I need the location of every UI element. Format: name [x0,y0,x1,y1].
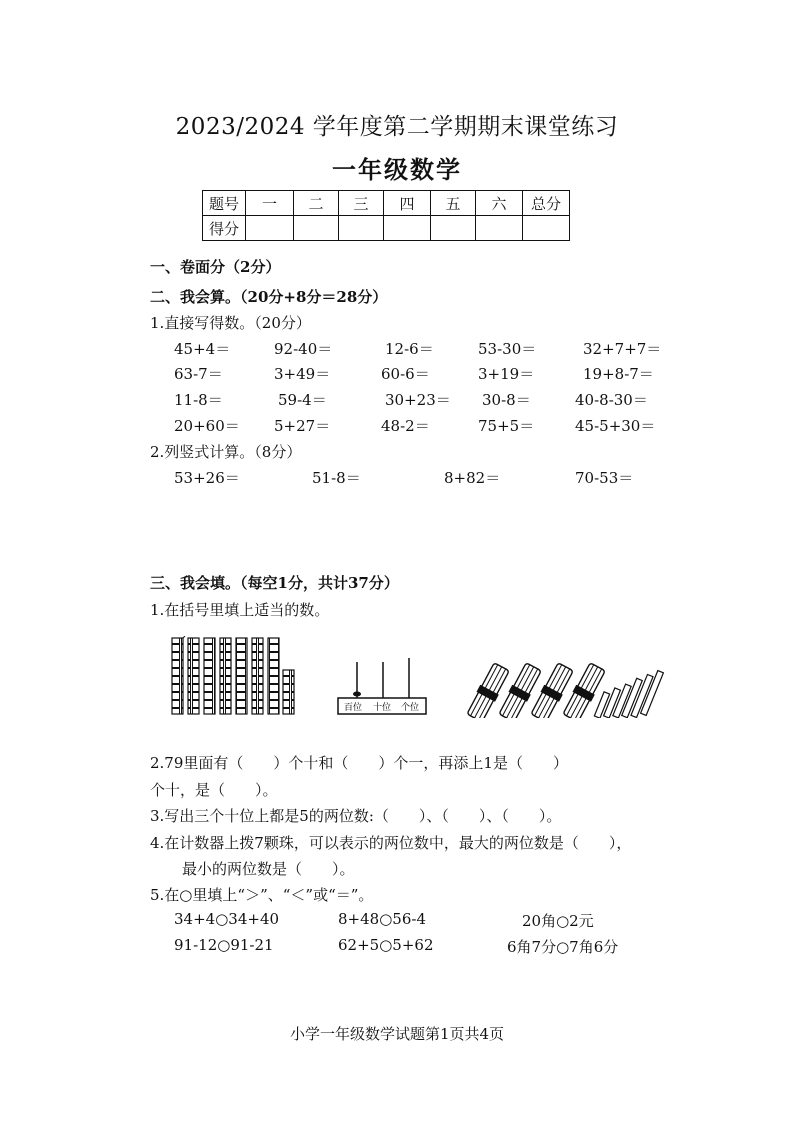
score-input-cell[interactable] [384,216,431,241]
score-table-header-row [203,191,570,216]
vertical-calc-item: 53+26＝ [174,469,240,487]
score-cell: 六 [476,191,523,216]
section1-heading: 一、卷面分（2分） [150,258,281,276]
cube-column [236,638,247,714]
cube-column [204,638,215,714]
q1-text: 1.在括号里填上适当的数。 [150,601,330,619]
calc-item: 75+5＝ [478,417,535,435]
score-cell: 二 [294,191,339,216]
score-input-cell[interactable] [523,216,570,241]
calc-item: 60-6＝ [381,365,430,383]
calc-item: 3+19＝ [478,365,535,383]
stick-bundles-figure [463,654,673,718]
calc-item: 30+23＝ [385,391,451,409]
compare-item: 20角○2元 [522,912,594,930]
section2-heading: 二、我会算。（20分+8分＝28分） [150,288,388,306]
calc-item: 48-2＝ [381,417,430,435]
calc-item: 45+4＝ [174,340,231,358]
abacus-label: 百位 [343,703,363,713]
calc-item: 30-8＝ [482,391,531,409]
cube-column [252,638,263,714]
calc-item: 5+27＝ [274,417,331,435]
cube-column [172,636,185,714]
calc-item: 40-8-30＝ [575,391,648,409]
score-input-cell[interactable] [246,216,294,241]
q2-line1: 2.79里面有（ ）个十和（ ）个一，再添上1是（ ） [150,754,568,772]
abacus-label: 个位 [400,703,420,713]
score-table-score-row [203,216,570,241]
compare-item: 8+48○56-4 [338,910,426,928]
calc-item: 20+60＝ [174,417,240,435]
compare-item: 34+4○34+40 [174,910,280,928]
abacus-figure [335,654,430,718]
score-input-cell[interactable] [476,216,523,241]
page-footer: 小学一年级数学试题第1页共4页 [289,1025,505,1043]
abacus-bead [353,692,361,697]
score-input-cell[interactable] [294,216,339,241]
calc-item: 92-40＝ [274,340,333,358]
score-cell: 题号 [203,191,246,216]
score-cell: 五 [431,191,476,216]
loose-sticks [594,671,663,718]
score-input-cell[interactable] [431,216,476,241]
score-cell: 三 [339,191,384,216]
compare-item: 62+5○5+62 [338,936,434,954]
vertical-calc-item: 70-53＝ [575,469,634,487]
vertical-calc-item: 8+82＝ [444,469,501,487]
q2-line2: 个十，是（ ）。 [150,781,278,799]
calc-item: 63-7＝ [174,365,223,383]
calc-item: 59-4＝ [278,391,327,409]
calc-item: 45-5+30＝ [575,417,656,435]
page-subtitle: 一年级数学 [332,155,462,184]
page-title: 2023/2024 学年度第二学期期末课堂练习 [175,114,619,140]
cube-column [220,638,231,714]
counting-cubes-figure [170,636,300,718]
score-cell: 四 [384,191,431,216]
part2-title: 2.列竖式计算。（8分） [150,443,302,461]
calc-item: 53-30＝ [478,340,537,358]
score-cell: 一 [246,191,294,216]
score-table [202,190,570,241]
cube-column [268,638,279,714]
calc-item: 32+7+7＝ [583,340,662,358]
calc-item: 12-6＝ [385,340,434,358]
compare-item: 91-12○91-21 [174,936,274,954]
cube-column [188,638,199,714]
part1-title: 1.直接写得数。（20分） [150,314,311,332]
calc-item: 11-8＝ [174,391,223,409]
compare-item: 6角7分○7角6分 [507,938,619,956]
score-input-cell[interactable] [339,216,384,241]
q4-line1: 4.在计数器上拨7颗珠，可以表示的两位数中，最大的两位数是（ ）， [150,834,632,852]
section3-heading: 三、我会填。（每空1分，共计37分） [150,574,399,592]
abacus-label: 十位 [372,703,392,713]
q5-title: 5.在○里填上“＞”、“＜”或“＝”。 [150,886,374,904]
vertical-calc-item: 51-8＝ [312,469,361,487]
score-cell: 总分 [523,191,570,216]
q4-line2: 最小的两位数是（ ）。 [182,860,355,878]
calc-item: 19+8-7＝ [583,365,654,383]
calc-item: 3+49＝ [274,365,331,383]
q3-text: 3.写出三个十位上都是5的两位数:（ ）、（ ）、（ ）。 [150,807,562,825]
cube-column-partial [283,670,294,714]
score-cell: 得分 [203,216,246,241]
